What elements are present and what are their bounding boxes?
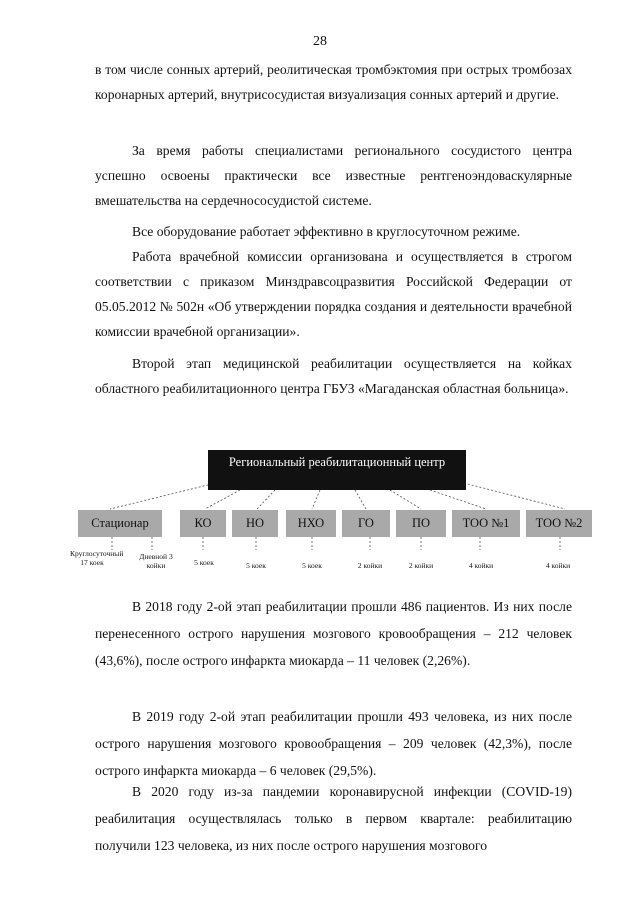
caption-go: 2 койки — [357, 561, 383, 570]
caption-no: 5 коек — [246, 561, 266, 570]
caption-too-1: 4 койки — [468, 561, 494, 570]
paragraph-4: Работа врачебной комиссии организована и осуществляется в строгом соответствии с приказом Минздравсоцразвития Российской Федерации от 05.05.2012 № 502н «Об утверждении порядка создания и деятельности врачебной комиссии врачебной организации». — [95, 249, 572, 339]
unit-go: ГО — [342, 510, 390, 537]
paragraph-2: За время работы специалистами регионального сосудистого центра успешно освоены практически все известные рентгеноэндоваскулярные вмешательства на сердечнососудистой системе. — [95, 143, 572, 208]
paragraph-8: В 2020 году из-за пандемии коронавирусной инфекции (COVID-19) реабилитация осуществлялась только в первом квартале: реабилитацию получили 123 человека, из них после острого нарушения мозгового — [95, 784, 572, 854]
paragraph-6: В 2018 году 2-ой этап реабилитации прошли 486 пациентов. Из них после перенесенного острого нарушения мозгового кровообращения – 212 человек (43,6%), после острого инфаркта миокарда – 11 человек (2,26%). — [95, 599, 572, 669]
caption-day: Дневной 3 койки — [139, 552, 173, 570]
caption-ko: 5 коек — [194, 558, 214, 567]
unit-nho: НХО — [286, 510, 336, 537]
paragraph-7: В 2019 году 2-ой этап реабилитации прошли 493 человека, из них после острого нарушения мозгового кровообращения – 209 человек (42,3%), после острого инфаркта миокарда – 6 человек (29,5%). — [95, 709, 572, 779]
page-number: 28 — [313, 34, 327, 49]
unit-too-2: ТОО №2 — [526, 510, 592, 537]
caption-too-2: 4 койки — [545, 561, 571, 570]
unit-po: ПО — [396, 510, 446, 537]
unit-no: НО — [232, 510, 278, 537]
caption-nho: 5 коек — [302, 561, 322, 570]
paragraph-1: в том числе сонных артерий, реолитическая тромбэктомия при острых тромбозах коронарных артерий, внутрисосудистая визуализация сонных артерий и другие. — [95, 62, 572, 102]
paragraph-3: Все оборудование работает эффективно в круглосуточном режиме. — [132, 224, 521, 239]
paragraph-5: Второй этап медицинской реабилитации осуществляется на койках областного реабилитационного центра ГБУЗ «Магаданская областная больница». — [95, 356, 572, 396]
unit-ko: КО — [180, 510, 226, 537]
caption-stationar: Круглосуточный 17 коек — [70, 549, 124, 567]
unit-too-1: ТОО №1 — [452, 510, 520, 537]
caption-po: 2 койки — [408, 561, 434, 570]
unit-stationar: Стационар — [78, 510, 162, 537]
regional-center-box: Региональный реабилитационный центр — [208, 450, 466, 490]
rehabilitation-center-diagram — [60, 446, 620, 582]
